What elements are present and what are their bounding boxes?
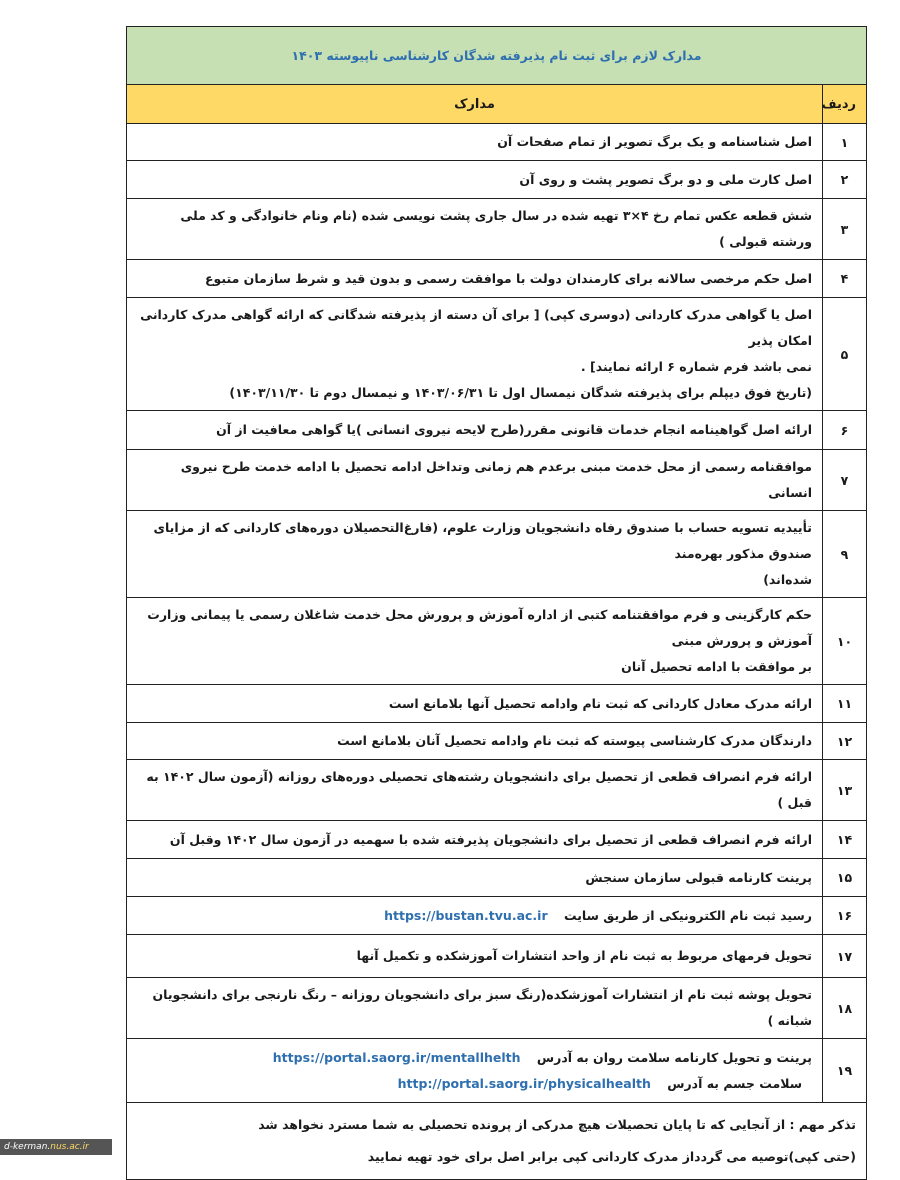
- row-text-line: اصل یا گواهی مدرک کاردانی (دوسری کپی) [ برای آن دسته از پذیرفته شدگانی که ارائه گواهی مدرک کاردانی امکان پذیر: [140, 307, 812, 348]
- row-text-line: [137, 1045, 812, 1071]
- row-number: ۱۷: [823, 935, 867, 978]
- row-number: ۱۶: [823, 897, 867, 935]
- table-row: [127, 1039, 867, 1103]
- row-number: ۱۴: [823, 821, 867, 859]
- note-line: تذکر مهم : از آنجایی که تا پایان تحصیلات هیچ مدرکی از پرونده تحصیلی به شما مسترد نخواهد شد: [258, 1117, 856, 1132]
- row-text-line: تأییدیه تسویه حساب با صندوق رفاه دانشجویان وزارت علوم، (فارغ‌التحصیلان دوره‌های کاردانی که از مزایای صندوق مذکور بهره‌مند: [153, 520, 812, 561]
- row-text: [127, 511, 823, 598]
- row-text: تحویل پوشه ثبت نام از انتشارات آموزشکده(رنگ سبز برای دانشجویان روزانه – رنگ نارنجی برای دانشجویان شبانه ): [127, 978, 823, 1039]
- table-row: [127, 897, 867, 935]
- registration-site-link[interactable]: https://bustan.tvu.ac.ir: [384, 907, 548, 923]
- table-row: [127, 411, 867, 450]
- row-text: ارائه فرم انصراف قطعی از تحصیل برای دانشجویان رشته‌های تحصیلی دوره‌های روزانه (آزمون سال ۱۴۰۲ به قبل ): [127, 760, 823, 821]
- table-title: مدارک لازم برای ثبت نام پذیرفته شدگان کارشناسی ناپیوسته ۱۴۰۳: [127, 27, 867, 85]
- row-number: ۱۸: [823, 978, 867, 1039]
- header-row-number: ردیف: [823, 85, 867, 124]
- row-text: ارائه فرم انصراف قطعی از تحصیل برای دانشجویان پذیرفته شده با سهمیه در آزمون سال ۱۴۰۲ وقبل آن: [127, 821, 823, 859]
- table-row: [127, 821, 867, 859]
- row-text-label: سلامت جسم به آدرس: [667, 1075, 802, 1091]
- physical-health-link[interactable]: http://portal.saorg.ir/physicalhealth: [397, 1075, 651, 1091]
- table-row: [127, 260, 867, 298]
- header-documents: مدارک: [127, 85, 823, 124]
- row-text: ارائه مدرک معادل کاردانی که ثبت نام وادامه تحصیل آنها بلامانع است: [127, 685, 823, 723]
- table-row: [127, 161, 867, 199]
- row-number: ۱۲: [823, 723, 867, 760]
- table-row: [127, 511, 867, 598]
- row-text-line: شده‌اند): [763, 572, 812, 587]
- row-text: شش قطعه عکس تمام رخ ۴×۳ تهیه شده در سال جاری پشت نویسی شده (نام ونام خانوادگی و کد ملی ورشته قبولی ): [127, 199, 823, 260]
- row-text: اصل کارت ملی و دو برگ تصویر پشت و روی آن: [127, 161, 823, 199]
- row-number: ۱۰: [823, 598, 867, 685]
- header-row: [127, 85, 867, 124]
- table-row: [127, 760, 867, 821]
- row-number: ۱۹: [823, 1039, 867, 1103]
- row-number: ۲: [823, 161, 867, 199]
- row-text-line: بر موافقت با ادامه تحصیل آنان: [621, 659, 812, 674]
- row-number: ۷: [823, 450, 867, 511]
- table-row: [127, 859, 867, 897]
- row-text: [127, 298, 823, 411]
- row-number: ۳: [823, 199, 867, 260]
- row-text: دارندگان مدرک کارشناسی پیوسته که ثبت نام وادامه تحصیل آنان بلامانع است: [127, 723, 823, 760]
- row-text: [127, 897, 823, 935]
- watermark-prefix: d-kerman.: [4, 1142, 51, 1152]
- table-row: [127, 450, 867, 511]
- important-note: [127, 1103, 867, 1180]
- row-text: [127, 598, 823, 685]
- mental-health-link[interactable]: https://portal.saorg.ir/mentallhelth: [272, 1049, 521, 1065]
- note-line: (حتی کپی)توصیه می گردداز مدرک کاردانی کپی برابر اصل برای خود تهیه نمایید: [367, 1149, 856, 1164]
- row-number: ۹: [823, 511, 867, 598]
- table-row: [127, 723, 867, 760]
- watermark-domain: nus.ac.ir: [50, 1142, 89, 1152]
- documents-table: [126, 26, 867, 1180]
- row-text-line: (تاریخ فوق دیپلم برای پذیرفته شدگان نیمسال اول تا ۱۴۰۳/۰۶/۳۱ و نیمسال دوم تا ۱۴۰۳/۱۱/۳۰): [229, 385, 812, 400]
- row-number: ۴: [823, 260, 867, 298]
- row-text: موافقنامه رسمی از محل خدمت مبنی برعدم هم زمانی وتداخل ادامه تحصیل با ادامه خدمت طرح نیروی انسانی: [127, 450, 823, 511]
- site-watermark: [0, 1139, 112, 1155]
- table-row: [127, 978, 867, 1039]
- table-row: [127, 199, 867, 260]
- row-text: پرینت کارنامه قبولی سازمان سنجش: [127, 859, 823, 897]
- table-row: [127, 124, 867, 161]
- table-row: [127, 298, 867, 411]
- table-row: [127, 598, 867, 685]
- row-text: اصل حکم مرخصی سالانه برای کارمندان دولت با موافقت رسمی و بدون قید و شرط سازمان متبوع: [127, 260, 823, 298]
- table-row: [127, 685, 867, 723]
- row-text-label: رسید ثبت نام الکترونیکی از طریق سایت: [563, 907, 812, 923]
- row-number: ۱۵: [823, 859, 867, 897]
- note-row: [127, 1103, 867, 1180]
- row-number: ۵: [823, 298, 867, 411]
- row-text-line: نمی باشد فرم شماره ۶ ارائه نمایند] .: [580, 359, 812, 374]
- row-text-label: پرینت و تحویل کارنامه سلامت روان به آدرس: [536, 1049, 812, 1065]
- row-text: ارائه اصل گواهینامه انجام خدمات قانونی مقرر(طرح لایحه نیروی انسانی )یا گواهی معافیت از آن: [127, 411, 823, 450]
- row-text: تحویل فرمهای مربوط به ثبت نام از واحد انتشارات آموزشکده و تکمیل آنها: [127, 935, 823, 978]
- row-text: اصل شناسنامه و یک برگ تصویر از تمام صفحات آن: [127, 124, 823, 161]
- row-number: ۱: [823, 124, 867, 161]
- row-number: ۱۳: [823, 760, 867, 821]
- row-text-line: حکم کارگزینی و فرم موافقتنامه کتبی از اداره آموزش و پرورش محل خدمت شاغلان رسمی یا پیمانی وزارت آموزش و پرورش مبنی: [147, 607, 812, 648]
- row-text: [127, 1039, 823, 1103]
- row-number: ۶: [823, 411, 867, 450]
- row-text-line: [137, 1071, 812, 1097]
- row-number: ۱۱: [823, 685, 867, 723]
- table-row: [127, 935, 867, 978]
